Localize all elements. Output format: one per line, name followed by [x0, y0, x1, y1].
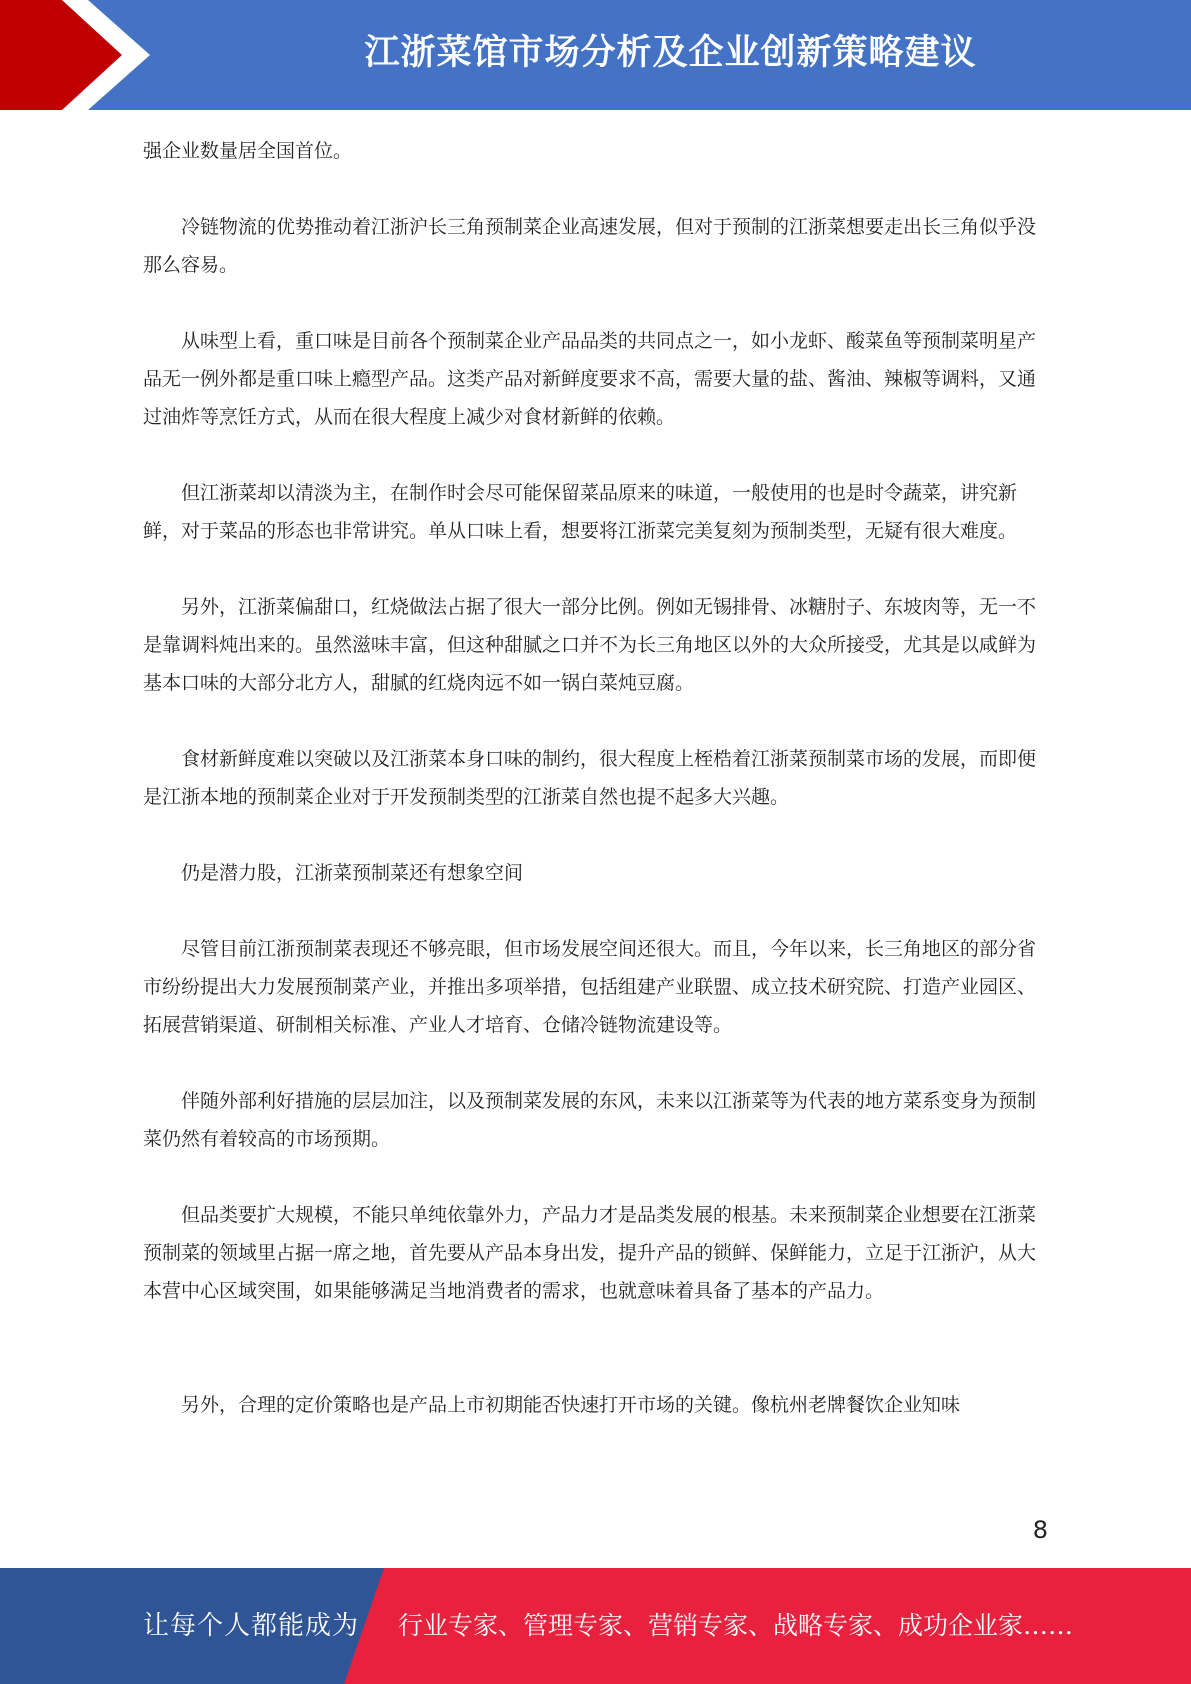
paragraph-1: 强企业数量居全国首位。 [143, 140, 353, 162]
paragraph-5: 另外，江浙菜偏甜口，红烧做法占据了很大一部分比例。例如无锡排骨、冰糖肘子、东坡肉等，无一不是靠调料炖出来的。虽然滋味丰富，但这种甜腻之口并不为长三角地区以外的大众所接受，尤其是以咸鲜为基本口味的大部分北方人，甜腻的红烧肉远不如一锅白菜炖豆腐。 [143, 596, 1037, 694]
paragraph-7: 尽管目前江浙预制菜表现还不够亮眼，但市场发展空间还很大。而且，今年以来，长三角地区的部分省市纷纷提出大力发展预制菜产业，并推出多项举措，包括组建产业联盟、成立技术研究院、打造产业园区、拓展营销渠道、研制相关标准、产业人才培育、仓储冷链物流建设等。 [143, 938, 1037, 1036]
document-body [143, 132, 1048, 1462]
paragraph-8: 伴随外部利好措施的层层加注，以及预制菜发展的东风，未来以江浙菜等为代表的地方菜系变身为预制菜仍然有着较高的市场预期。 [143, 1090, 1037, 1150]
paragraph-4: 但江浙菜却以清淡为主，在制作时会尽可能保留菜品原来的味道，一般使用的也是时令蔬菜，讲究新鲜，对于菜品的形态也非常讲究。单从口味上看，想要将江浙菜完美复刻为预制类型，无疑有很大难度。 [143, 482, 1018, 542]
footer-slogan-right: 行业专家、管理专家、营销专家、战略专家、成功企业家…… [398, 1611, 1074, 1640]
paragraph-10: 另外，合理的定价策略也是产品上市初期能否快速打开市场的关键。像杭州老牌餐饮企业知味 [181, 1394, 961, 1416]
paragraph-9: 但品类要扩大规模，不能只单纯依靠外力，产品力才是品类发展的根基。未来预制菜企业想要在江浙菜预制菜的领域里占据一席之地，首先要从产品本身出发，提升产品的锁鲜、保鲜能力，立足于江浙沪，从大本营中心区域突围，如果能够满足当地消费者的需求，也就意味着具备了基本的产品力。 [143, 1204, 1037, 1302]
footer-banner [0, 1568, 1191, 1684]
page-number: 8 [1032, 1516, 1048, 1544]
paragraph-2: 冷链物流的优势推动着江浙沪长三角预制菜企业高速发展，但对于预制的江浙菜想要走出长三角似乎没那么容易。 [143, 216, 1037, 276]
paragraph-3: 从味型上看，重口味是目前各个预制菜企业产品品类的共同点之一，如小龙虾、酸菜鱼等预制菜明星产品无一例外都是重口味上瘾型产品。这类产品对新鲜度要求不高，需要大量的盐、酱油、辣椒等调料，又通过油炸等烹饪方式，从而在很大程度上减少对食材新鲜的依赖。 [143, 330, 1037, 428]
paragraph-6: 食材新鲜度难以突破以及江浙菜本身口味的制约，很大程度上桎梏着江浙菜预制菜市场的发展，而即便是江浙本地的预制菜企业对于开发预制类型的江浙菜自然也提不起多大兴趣。 [143, 748, 1037, 808]
page-title: 江浙菜馆市场分析及企业创新策略建议 [364, 33, 977, 73]
header-banner [0, 0, 1191, 110]
section-heading: 仍是潜力股，江浙菜预制菜还有想象空间 [181, 862, 524, 884]
footer-slogan-left: 让每个人都能成为 [143, 1611, 360, 1641]
